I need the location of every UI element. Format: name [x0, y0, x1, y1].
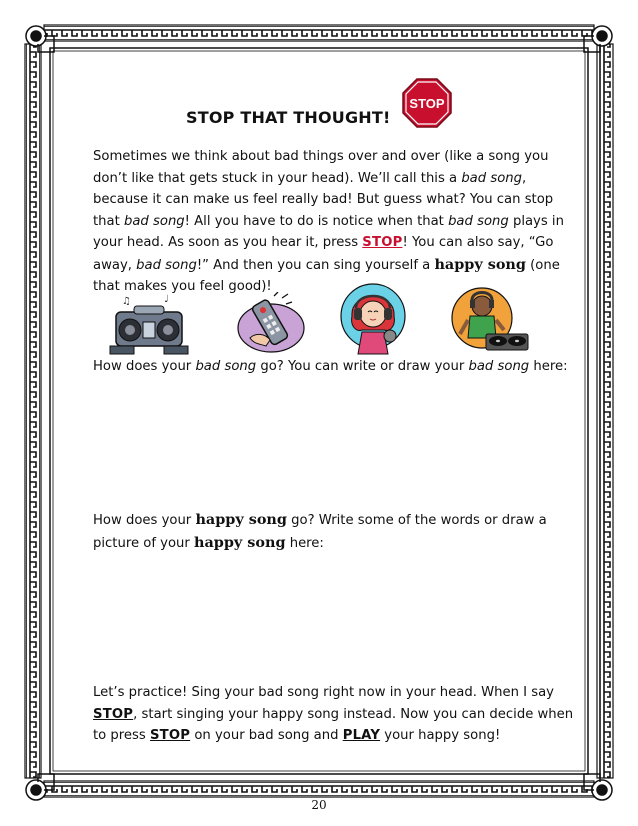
text-line: to press STOP on your bad song and PLAY your happy song!	[93, 728, 501, 743]
stop-keyword: STOP	[149, 728, 191, 743]
practice-paragraph	[93, 682, 574, 747]
bad-song-prompt	[93, 356, 568, 378]
stop-sign-icon	[402, 78, 452, 128]
text-line: How does your happy song go? Write some of the words or draw a	[93, 511, 547, 528]
svg-text:♩: ♩	[164, 294, 169, 305]
boombox-icon	[108, 292, 190, 356]
dj-turntable-icon	[446, 286, 532, 354]
text-line: that bad song! All you have to do is notice when that bad song plays in	[93, 213, 564, 229]
intro-paragraph	[93, 146, 564, 298]
play-keyword: PLAY	[342, 728, 381, 743]
page-title: STOP THAT THOUGHT!	[186, 108, 391, 127]
remote-control-icon	[236, 292, 306, 354]
text-line: picture of your happy song here:	[93, 533, 324, 551]
stop-sign-label: STOP	[409, 96, 445, 111]
text-line: How does your bad song go? You can write or draw your bad song here:	[93, 359, 568, 374]
text-line: STOP, start singing your happy song instead. Now you can decide when	[93, 706, 574, 722]
page-number: 20	[311, 798, 327, 812]
text-line: away, bad song!” And then you can sing yourself a happy song (one	[93, 255, 560, 273]
stop-keyword: STOP	[362, 235, 403, 250]
text-line: Let’s practice! Sing your bad song right now in your head. When I say	[93, 685, 554, 700]
girl-headphones-icon	[340, 276, 406, 356]
text-line: that makes you feel good)!	[93, 279, 272, 294]
happy-song-prompt	[93, 509, 553, 554]
happy-song-keyword: happy song	[194, 533, 286, 551]
svg-text:♫: ♫	[122, 296, 131, 307]
happy-song-keyword: happy song	[434, 255, 526, 273]
text-line: don’t like that gets stuck in your head). We’ll call this a bad song,	[93, 170, 527, 186]
text-line: because it can make us feel really bad! But guess what? You can stop	[93, 192, 554, 207]
text-line: Sometimes we think about bad things over and over (like a song you	[93, 149, 549, 164]
happy-song-keyword: happy song	[195, 511, 287, 528]
text-line: your head. As soon as you hear it, press STOP! You can also say, “Go	[93, 235, 554, 250]
stop-keyword: STOP	[93, 706, 134, 722]
